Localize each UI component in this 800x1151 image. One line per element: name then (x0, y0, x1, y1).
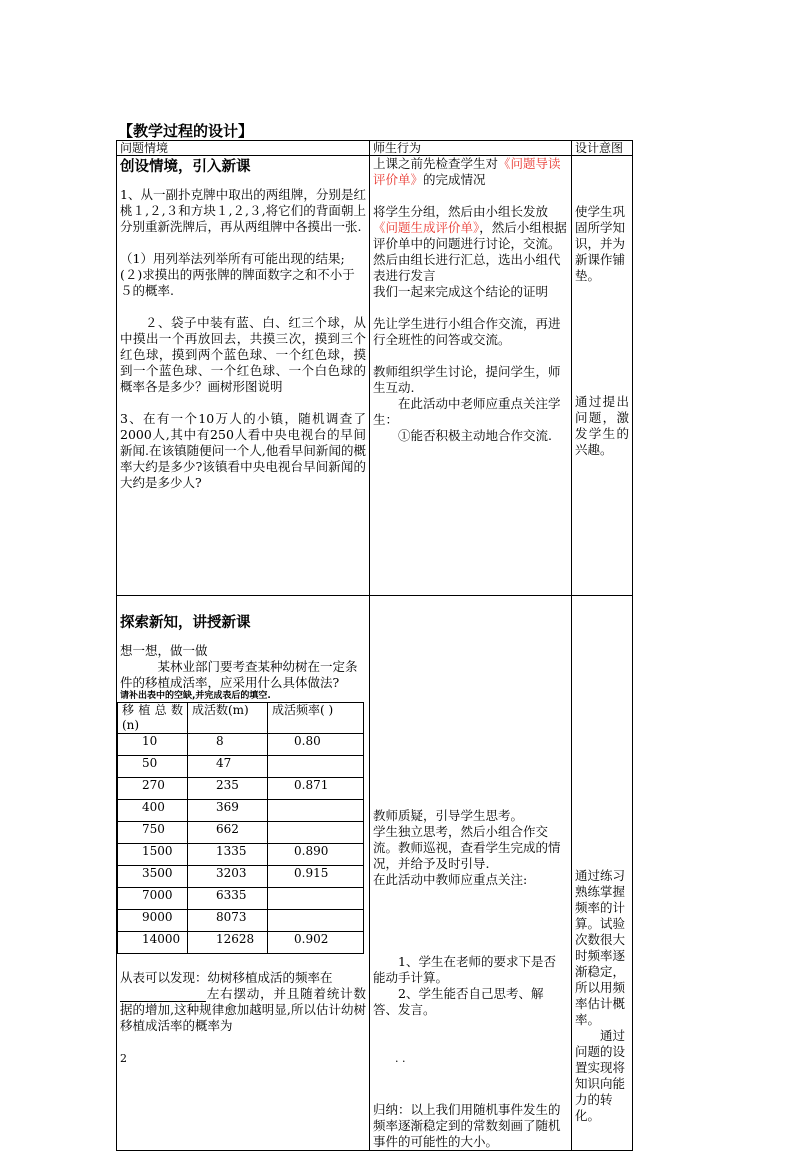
column-header-behavior: 师生行为 (370, 141, 572, 156)
cell-frequency: 0.871 (268, 778, 364, 800)
question-1b: (２)求摸出的两张牌的牌面数字之和不小于５的概率. (120, 267, 355, 298)
header-survived: 成活数(m) (188, 703, 268, 734)
section-title-1: 创设情境，引入新课 (120, 159, 251, 175)
table-row (118, 844, 364, 866)
intent-a: 使学生巩固所学知识，并为新课作铺垫。 (575, 204, 626, 283)
teacher2-a: 教师质疑，引导学生思考。 (373, 808, 524, 823)
cell-survived: 6335 (188, 888, 268, 910)
cell-transplant-total: 3500 (118, 866, 188, 888)
table-row (118, 866, 364, 888)
cell-frequency (268, 822, 364, 844)
cell-survived: 369 (188, 800, 268, 822)
cell-survived: 8 (188, 734, 268, 756)
intent-cell-2 (572, 596, 633, 1151)
question-3: 3、在有一个10万人的小镇，随机调查了2000人,其中有250人看中央电视台的早间新闻.在该镇随便问一个人,他看早间新闻的概率大约是多少?该镇看中央电视台早间新闻的大约是多少人? (120, 411, 366, 490)
page-heading: 【教学过程的设计】 (118, 122, 254, 140)
cell-survived: 47 (188, 756, 268, 778)
behavior-cell-2 (370, 596, 572, 1151)
cell-frequency: 0.902 (268, 932, 364, 954)
question-1a: （1）用列举法列举所有可能出现的结果; (120, 251, 345, 266)
cell-survived: 12628 (188, 932, 268, 954)
cell-frequency (268, 888, 364, 910)
column-header-situation: 问题情境 (117, 141, 370, 156)
survival-rate-table (117, 702, 364, 954)
cell-frequency: 0.915 (268, 866, 364, 888)
cell-survived: 662 (188, 822, 268, 844)
cell-transplant-total: 10 (118, 734, 188, 756)
doc-link-reading-sheet: 《问题导读评价单》 (373, 156, 561, 187)
conclusion: 从表可以发现：幼树移植成活的频率在 左右摆动，并且随着统计数据的增加,这种规律愈加越明显,所以估计幼树移植成活率的概率为 (120, 970, 366, 1033)
table-row (118, 734, 364, 756)
cell-frequency (268, 800, 364, 822)
behavior-cell-1 (370, 156, 572, 596)
question-1: 1、从一副扑克牌中取出的两组牌，分别是红桃１,２,３和方块１,２,３,将它们的背面朝上分别重新洗牌后，再从两组牌中各摸出一张. (120, 187, 366, 234)
teacher-note-e: 教师组织学生讨论，提问学生，师生互动. (373, 364, 561, 395)
cell-transplant-total: 400 (118, 800, 188, 822)
teacher-note-d: 先让学生进行小组合作交流，再进行全班性的问答或交流。 (373, 316, 561, 347)
table-row (118, 822, 364, 844)
cell-transplant-total: 14000 (118, 932, 188, 954)
teacher-note-a: 上课之前先检查学生对《问题导读评价单》的完成情况 (373, 156, 561, 187)
table-row (118, 888, 364, 910)
footer-dots: . . (395, 1052, 406, 1065)
cell-survived: 1335 (188, 844, 268, 866)
intent-cell-1 (572, 156, 633, 596)
fill-blank[interactable] (120, 988, 206, 1002)
header-transplant-total: 移植总数(n) (118, 703, 188, 734)
cell-frequency: 0.890 (268, 844, 364, 866)
cell-transplant-total: 270 (118, 778, 188, 800)
intent-b: 通过提出问题，激发学生的兴趣。 (575, 394, 629, 457)
teacher-note-c: 我们一起来完成这个结论的证明 (373, 284, 549, 299)
table-row (118, 910, 364, 932)
teacher2-e: 2、学生能否自己思考、解答、发言。 (373, 986, 544, 1017)
teacher2-f: 归纳：以上我们用随机事件发生的频率逐渐稳定到的常数刻画了随机事件的可能性的大小。 (373, 1102, 561, 1149)
cell-transplant-total: 50 (118, 756, 188, 778)
cell-frequency (268, 910, 364, 932)
doc-link-generation-sheet: 《问题生成评价单》 (373, 220, 480, 235)
think-prompt: 想一想，做一做 (120, 643, 208, 658)
table-header-row (117, 141, 633, 156)
teacher-note-g: ①能否积极主动地合作交流. (398, 428, 552, 443)
teacher2-c: 在此活动中教师应重点关注: (373, 872, 528, 887)
tree-problem: 某林业部门要考查某种幼树在一定条件的移植成活率，应采用什么具体做法? (120, 659, 358, 690)
table-row (118, 800, 364, 822)
cell-transplant-total: 9000 (118, 910, 188, 932)
teacher-note-b: 将学生分组，然后由小组长发放《问题生成评价单》，然后小组根据评价单中的问题进行讨论，交流。然后由组长进行汇总，选出小组代表进行发言 (373, 204, 567, 283)
cell-transplant-total: 1500 (118, 844, 188, 866)
cell-survived: 8073 (188, 910, 268, 932)
header-frequency: 成活频率( ) (268, 703, 364, 734)
situation-cell-1 (117, 156, 370, 596)
page-number: 2 (120, 1052, 127, 1065)
intent2-b: 通过问题的设置实现将知识向能力的转化。 (575, 1028, 626, 1123)
cell-survived: 3203 (188, 866, 268, 888)
cell-frequency: 0.80 (268, 734, 364, 756)
lesson-design-table (116, 140, 633, 1151)
table-row (117, 156, 633, 596)
question-2: ２、袋子中装有蓝、白、红三个球，从中摸出一个再放回去，共摸三次，摸到三个红色球，摸到两个蓝色球、一个红色球，摸到一个蓝色球、一个红色球、一个白色球的概率各是多少？画树形图说明 (120, 315, 366, 394)
section-title-2: 探索新知，讲授新课 (120, 615, 251, 631)
table-row (118, 932, 364, 954)
table-row (118, 778, 364, 800)
cell-survived: 235 (188, 778, 268, 800)
table-row (118, 756, 364, 778)
teacher-note-f: 在此活动中老师应重点关注学生： (373, 396, 561, 427)
intent2-a: 通过练习熟练掌握频率的计算。试验次数很大时频率逐渐稳定，所以用频率估计概率。 (575, 868, 626, 1027)
table-row (117, 596, 633, 1151)
survival-table-header (118, 703, 364, 734)
column-header-intent: 设计意图 (572, 141, 633, 156)
table-instruction: 请补出表中的空缺,并完成表后的填空. (120, 691, 271, 701)
teacher2-b: 学生独立思考，然后小组合作交流。教师巡视，查看学生完成的情况，并给予及时引导. (373, 824, 561, 871)
survival-table-body (118, 734, 364, 954)
situation-cell-2 (117, 596, 370, 1151)
cell-frequency (268, 756, 364, 778)
cell-transplant-total: 7000 (118, 888, 188, 910)
cell-transplant-total: 750 (118, 822, 188, 844)
teacher2-d: 1、学生在老师的要求下是否能动手计算。 (373, 954, 556, 985)
